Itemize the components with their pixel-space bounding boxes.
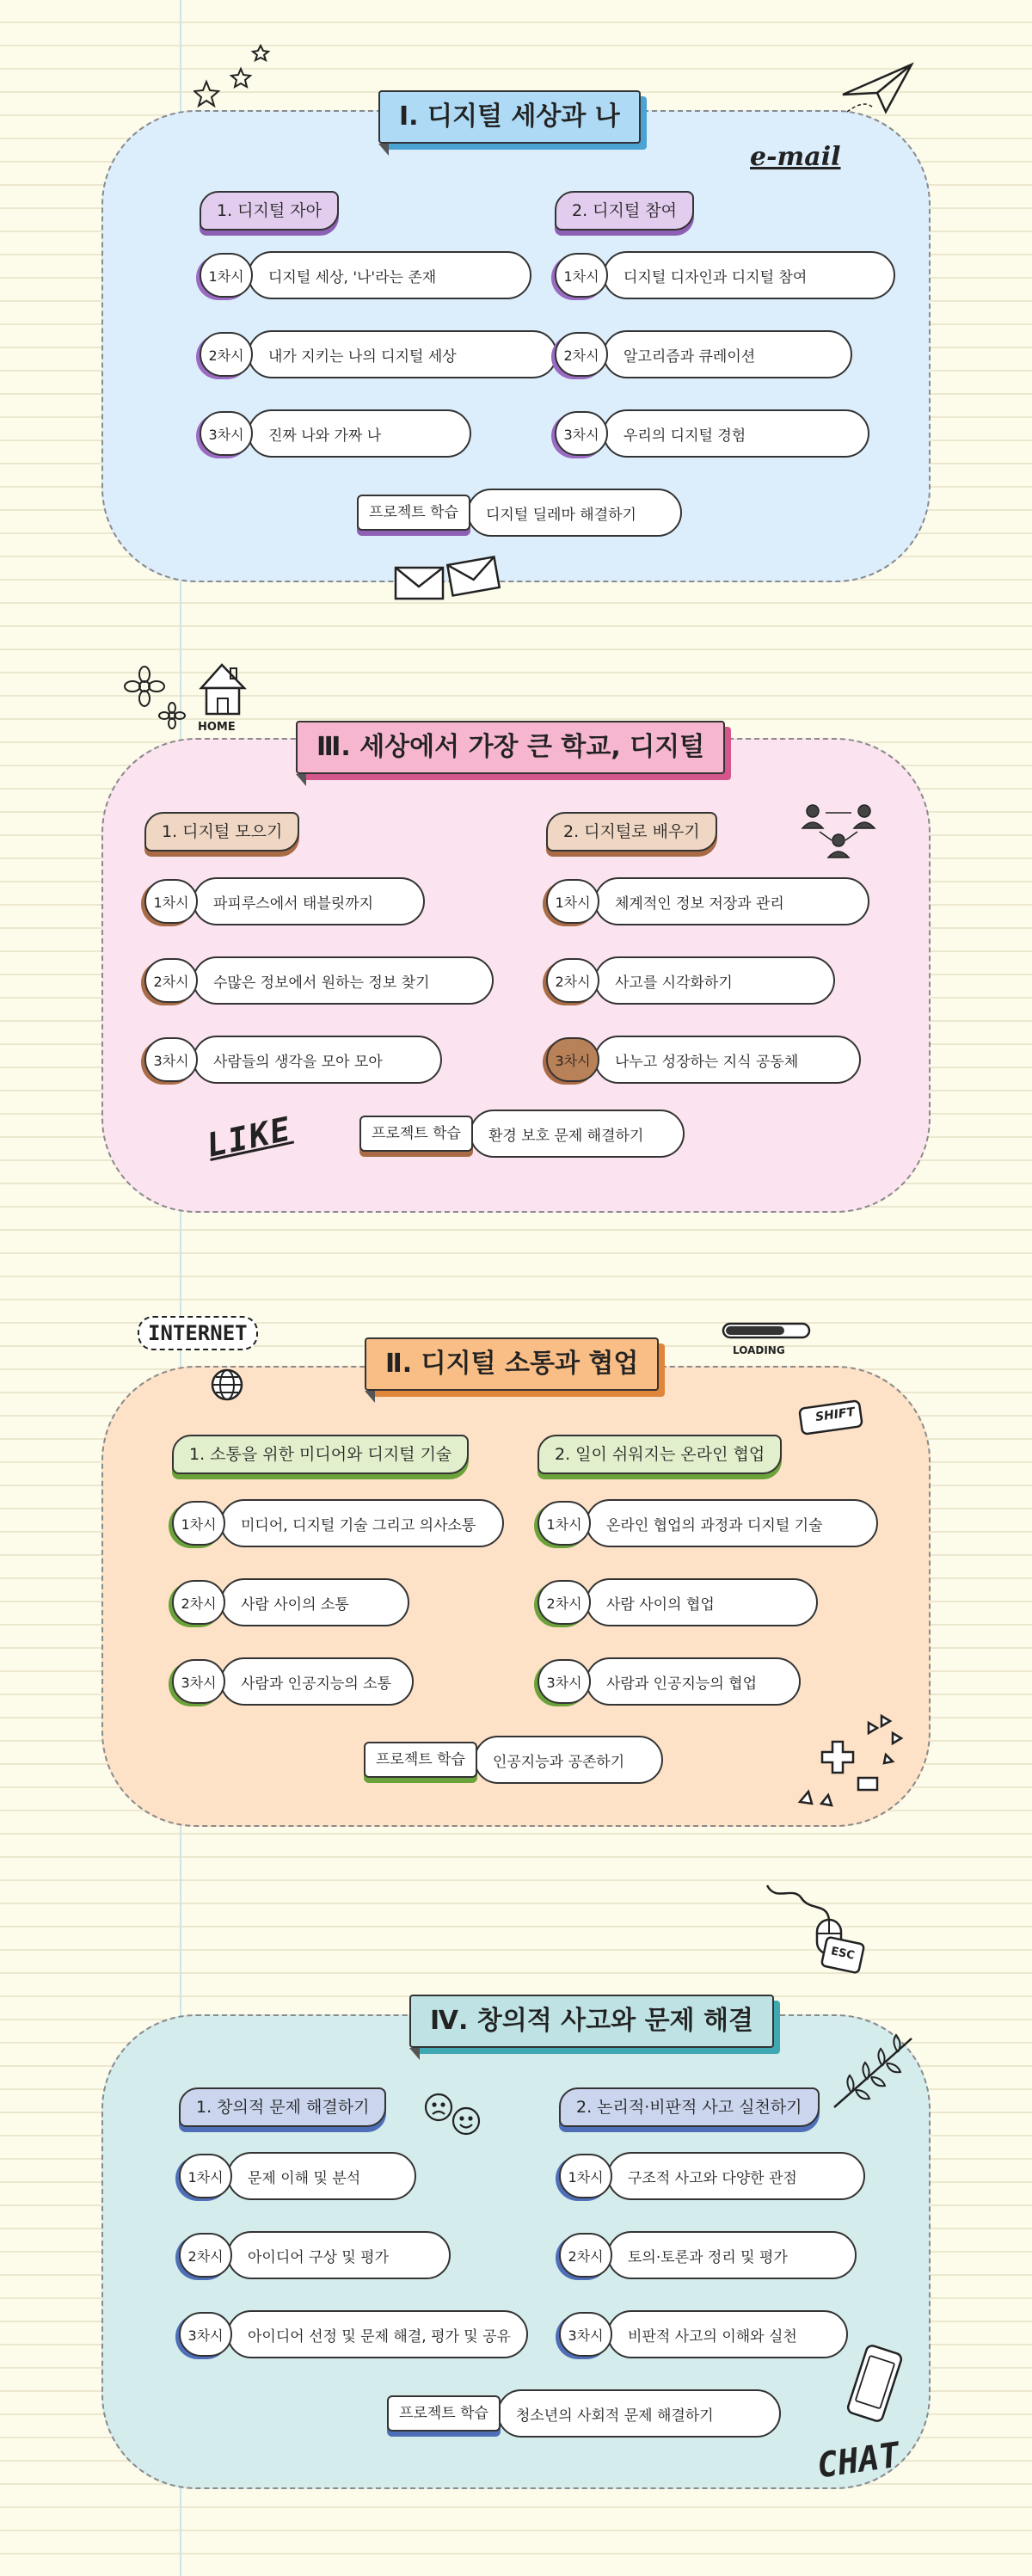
- lesson-badge: 1차시: [555, 253, 608, 298]
- lesson-title: 비판적 사고의 이해와 실천: [607, 2310, 848, 2358]
- shift-label: SHIFT: [814, 1405, 857, 1425]
- envelope-icon: [391, 550, 503, 611]
- lesson-badge: 2차시: [200, 332, 253, 377]
- lesson-2-1-1: [144, 877, 425, 925]
- lesson-title: 사람과 인공지능의 소통: [220, 1657, 414, 1706]
- section-1-title: Ⅰ. 디지털 세상과 나: [378, 90, 641, 144]
- lesson-badge: 1차시: [200, 253, 253, 298]
- lesson-title: 진짜 나와 가짜 나: [248, 409, 471, 458]
- lesson-badge: 3차시: [559, 2312, 612, 2357]
- unit-4-2-title: 2. 논리적·비판적 사고 실천하기: [559, 2087, 820, 2127]
- lesson-2-2-2: [546, 956, 835, 1005]
- lesson-2-2-3: [546, 1036, 861, 1084]
- chat-label: CHAT: [814, 2435, 903, 2487]
- lesson-3-1-1: [172, 1499, 504, 1547]
- home-label: HOME: [198, 721, 236, 734]
- lesson-title: 디지털 세상, '나'라는 존재: [248, 251, 531, 299]
- lesson-4-1-3: [179, 2310, 528, 2358]
- project-title: 디지털 딜레마 해결하기: [467, 489, 682, 537]
- emoji-faces-icon: [421, 2088, 490, 2140]
- lesson-title: 체계적인 정보 저장과 관리: [594, 877, 869, 925]
- project-3: [364, 1736, 663, 1784]
- lesson-title: 사람과 인공지능의 협업: [586, 1657, 801, 1706]
- lesson-badge: 1차시: [144, 879, 198, 924]
- section-3-title: Ⅱ. 디지털 소통과 협업: [365, 1337, 659, 1391]
- lesson-title: 사람 사이의 소통: [220, 1578, 409, 1626]
- paper-plane-icon: [838, 60, 916, 120]
- section-4-title: Ⅳ. 창의적 사고와 문제 해결: [409, 1995, 774, 2048]
- lesson-badge: 3차시: [200, 411, 253, 456]
- unit-1-2-title: 2. 디지털 참여: [555, 191, 694, 231]
- lesson-3-2-2: [538, 1578, 818, 1626]
- unit-2-1-title: 1. 디지털 모으기: [144, 812, 299, 851]
- lesson-badge: 3차시: [538, 1659, 591, 1704]
- like-label: LIKE: [203, 1110, 296, 1165]
- project-title: 인공지능과 공존하기: [474, 1736, 663, 1784]
- lesson-3-2-1: [538, 1499, 878, 1547]
- unit-4-1-title: 1. 창의적 문제 해결하기: [179, 2087, 386, 2127]
- lesson-4-2-3: [559, 2310, 848, 2358]
- lesson-2-1-3: [144, 1036, 442, 1084]
- project-2: [359, 1110, 685, 1158]
- lesson-title: 나누고 성장하는 지식 공동체: [594, 1036, 861, 1084]
- flower-icon: [119, 662, 196, 731]
- lesson-4-2-2: [559, 2231, 857, 2279]
- lesson-badge: 2차시: [546, 958, 599, 1003]
- lesson-2-1-2: [144, 956, 494, 1005]
- people-network-icon: [796, 796, 890, 864]
- leaf-branch-icon: [826, 2030, 920, 2116]
- lesson-badge: 3차시: [555, 411, 608, 456]
- lesson-title: 구조적 사고와 다양한 관점: [607, 2152, 865, 2200]
- lesson-1-1-1: [200, 251, 531, 299]
- lesson-badge: 1차시: [172, 1501, 225, 1546]
- lesson-badge: 3차시: [546, 1037, 599, 1082]
- lesson-1-1-3: [200, 409, 471, 458]
- project-4: [387, 2389, 781, 2438]
- lesson-title: 디지털 디자인과 디지털 참여: [603, 251, 895, 299]
- lesson-badge: 1차시: [179, 2154, 232, 2198]
- lesson-title: 파피루스에서 태블릿까지: [193, 877, 425, 925]
- lesson-2-2-1: [546, 877, 869, 925]
- puzzle-shapes-icon: [783, 1707, 912, 1819]
- lesson-badge: 3차시: [144, 1037, 198, 1082]
- lesson-badge: 3차시: [172, 1659, 225, 1704]
- project-title: 환경 보호 문제 해결하기: [470, 1110, 685, 1158]
- lesson-title: 아이디어 선정 및 문제 해결, 평가 및 공유: [227, 2310, 528, 2358]
- lesson-title: 토의·토론과 정리 및 평가: [607, 2231, 857, 2279]
- lesson-1-2-3: [555, 409, 869, 458]
- lesson-badge: 2차시: [538, 1580, 591, 1625]
- lesson-title: 아이디어 구상 및 평가: [227, 2231, 451, 2279]
- lesson-badge: 2차시: [555, 332, 608, 377]
- unit-3-2-title: 2. 일이 쉬워지는 온라인 협업: [538, 1435, 782, 1474]
- project-tag: 프로젝트 학습: [364, 1742, 477, 1778]
- lesson-title: 사람 사이의 협업: [586, 1578, 818, 1626]
- lesson-title: 사고를 시각화하기: [594, 956, 835, 1005]
- internet-label: INTERNET: [138, 1316, 258, 1350]
- lesson-badge: 1차시: [538, 1501, 591, 1546]
- project-title: 청소년의 사회적 문제 해결하기: [497, 2389, 781, 2438]
- house-icon: [194, 658, 255, 722]
- lesson-1-2-2: [555, 330, 852, 378]
- lesson-3-1-3: [172, 1657, 414, 1706]
- lesson-badge: 3차시: [179, 2312, 232, 2357]
- lesson-badge: 2차시: [144, 958, 198, 1003]
- lesson-4-2-1: [559, 2152, 865, 2200]
- lesson-4-1-1: [179, 2152, 416, 2200]
- lesson-1-1-2: [200, 330, 557, 378]
- lesson-title: 내가 지키는 나의 디지털 세상: [248, 330, 557, 378]
- unit-2-2-title: 2. 디지털로 배우기: [546, 812, 717, 851]
- loading-label: LOADING: [733, 1344, 785, 1356]
- lesson-title: 우리의 디지털 경험: [603, 409, 869, 458]
- lesson-3-2-3: [538, 1657, 801, 1706]
- lesson-title: 사람들의 생각을 모아 모아: [193, 1036, 442, 1084]
- smartphone-icon: [843, 2339, 912, 2434]
- project-tag: 프로젝트 학습: [357, 495, 470, 531]
- lesson-title: 문제 이해 및 분석: [227, 2152, 416, 2200]
- lesson-title: 수많은 정보에서 원하는 정보 찾기: [193, 956, 494, 1005]
- lesson-badge: 1차시: [546, 879, 599, 924]
- lesson-title: 미디어, 디지털 기술 그리고 의사소통: [220, 1499, 504, 1547]
- stars-icon: [194, 39, 280, 108]
- project-1: [357, 489, 682, 537]
- globe-icon: [208, 1366, 246, 1404]
- esc-label: ESC: [829, 1945, 857, 1963]
- lesson-title: 알고리즘과 큐레이션: [603, 330, 852, 378]
- lesson-badge: 2차시: [559, 2233, 612, 2278]
- lesson-4-1-2: [179, 2231, 451, 2279]
- lesson-badge: 1차시: [559, 2154, 612, 2198]
- project-tag: 프로젝트 학습: [359, 1116, 473, 1152]
- lesson-3-1-2: [172, 1578, 409, 1626]
- lesson-title: 온라인 협업의 과정과 디지털 기술: [586, 1499, 878, 1547]
- unit-1-1-title: 1. 디지털 자아: [200, 191, 339, 231]
- lesson-badge: 2차시: [179, 2233, 232, 2278]
- lesson-badge: 2차시: [172, 1580, 225, 1625]
- lesson-1-2-1: [555, 251, 895, 299]
- section-2-title: Ⅲ. 세상에서 가장 큰 학교, 디지털: [296, 721, 725, 774]
- unit-3-1-title: 1. 소통을 위한 미디어와 디지털 기술: [172, 1435, 469, 1474]
- email-label: e-mail: [750, 142, 841, 172]
- project-tag: 프로젝트 학습: [387, 2395, 501, 2432]
